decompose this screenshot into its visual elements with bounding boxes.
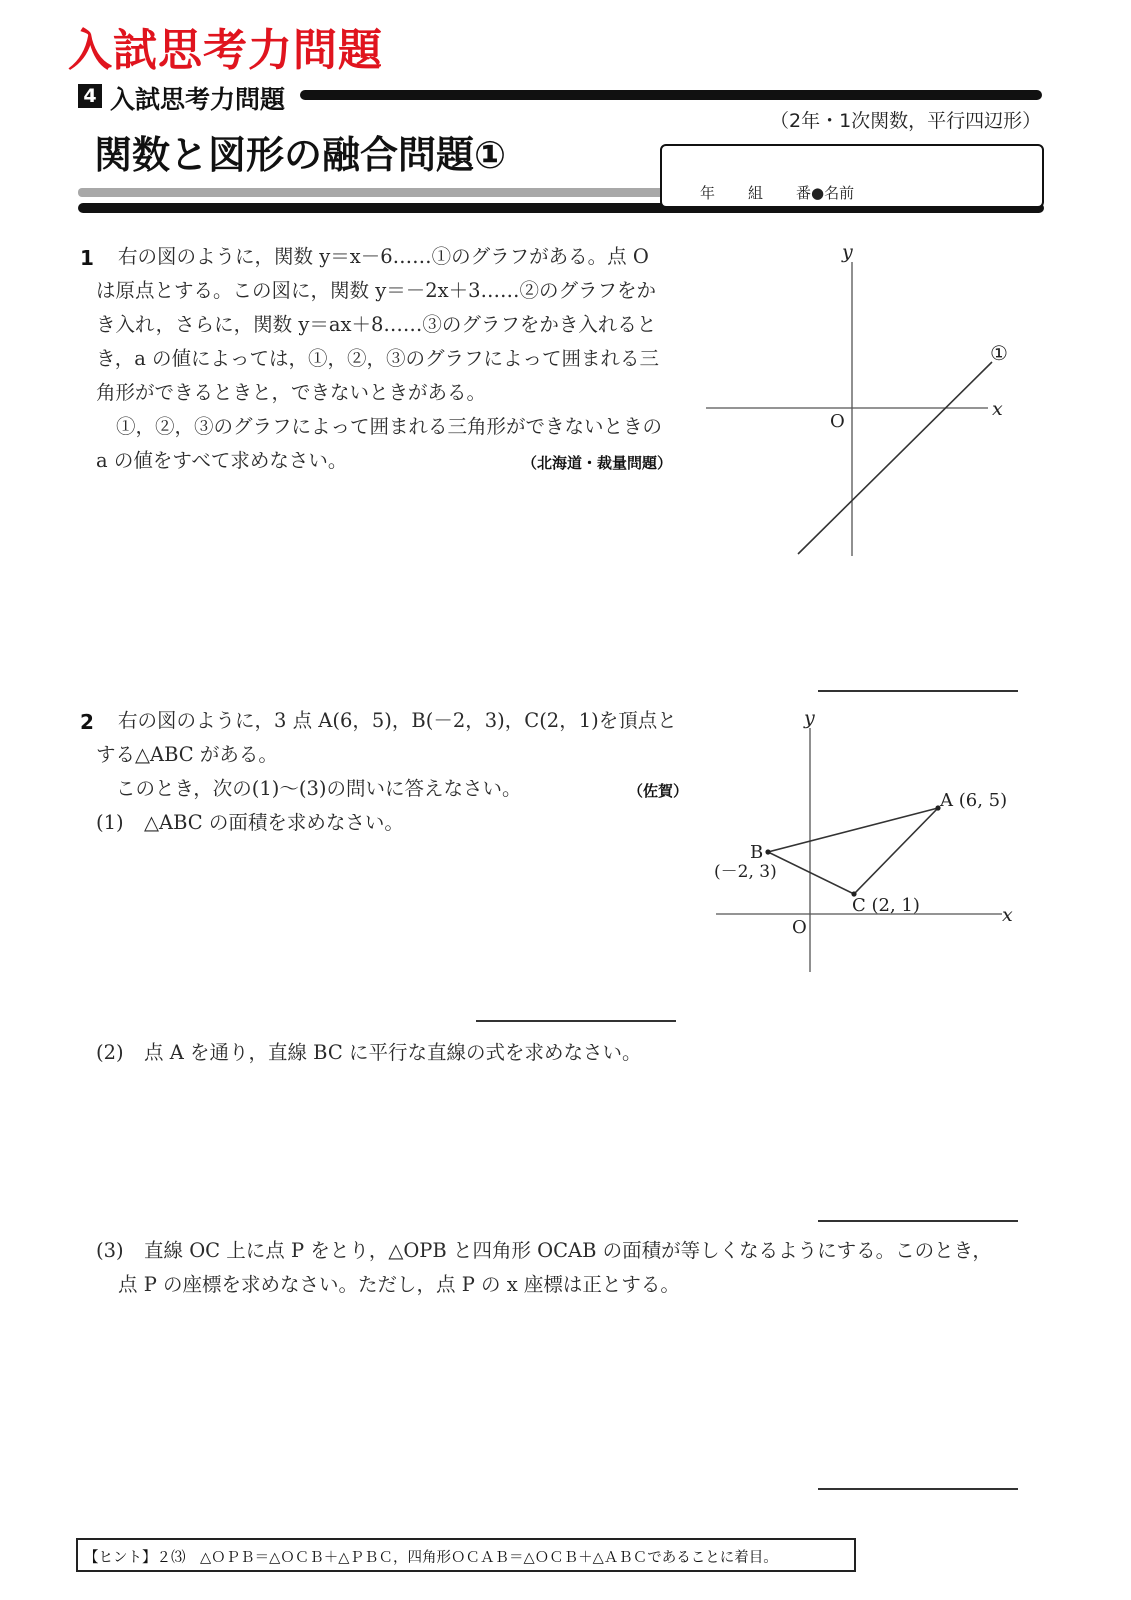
- q2-sub2-text: 点 A を通り，直線 BC に平行な直線の式を求めなさい。: [144, 1041, 642, 1064]
- q1-line-4: き，a の値によっては，①，②，③のグラフによって囲まれる三: [96, 347, 660, 370]
- q2-line-1: 右の図のように，3 点 A(6，5)，B(－2，3)，C(2，1)を頂点と: [118, 709, 677, 732]
- q1-line-3: き入れ，さらに，関数 y＝ax＋8……③のグラフをかき入れると: [96, 313, 657, 336]
- section-rule: [300, 90, 1042, 100]
- q2-line-2: する△ABC がある。: [96, 743, 278, 766]
- section-title: 入試思考力問題: [110, 85, 286, 114]
- name-box-number-name: 番●名前: [796, 184, 855, 202]
- q2-sub2-label: (2): [96, 1041, 124, 1064]
- q1-graph: [700, 238, 1030, 568]
- q2-triangle-abc: [768, 808, 938, 894]
- main-title: 関数と図形の融合問題①: [94, 133, 507, 177]
- q1-line-1: 右の図のように，関数 y＝x－6……①のグラフがある。点 O: [118, 245, 649, 268]
- q2-x-label: x: [1002, 904, 1013, 926]
- q2-number: 2: [80, 710, 94, 734]
- q2-sub3-line-2: 点 P の座標を求めなさい。ただし，点 P の x 座標は正とする。: [118, 1273, 680, 1296]
- q2-a-label: A (6, 5): [940, 790, 1008, 811]
- q1-line-2: は原点とする。この図に，関数 y＝－2x＋3……②のグラフをか: [96, 279, 657, 302]
- category-title: 入試思考力問題: [68, 25, 383, 76]
- q2-1-answer-line: [476, 1020, 676, 1022]
- q2-sub1-label: (1): [96, 811, 124, 834]
- q2-origin-label: O: [792, 917, 807, 938]
- q2-2-answer-line: [818, 1220, 1018, 1222]
- q2-b-coord: (－2, 3): [714, 862, 777, 882]
- q2-sub3-label: (3): [96, 1239, 124, 1262]
- q1-line-1-graph: [798, 362, 992, 554]
- q1-source: （北海道・裁量問題）: [522, 454, 673, 472]
- grade-note: （2年・1次関数，平行四辺形）: [770, 110, 1042, 132]
- q1-y-label: y: [842, 241, 853, 263]
- name-box-year: 年: [700, 184, 716, 202]
- hint-box: [76, 1538, 856, 1572]
- q1-x-label: x: [992, 398, 1003, 420]
- q1-line-7: a の値をすべて求めなさい。: [96, 449, 348, 472]
- q1-line-5: 角形ができるときと，できないときがある。: [96, 381, 487, 404]
- title-underline-grey: [78, 188, 668, 197]
- q2-b-label: B: [750, 842, 764, 863]
- name-box-class: 組: [748, 184, 764, 202]
- q1-line-6: ①，②，③のグラフによって囲まれる三角形ができないときの: [116, 415, 663, 438]
- q2-c-label: C (2, 1): [852, 895, 920, 916]
- q2-y-label: y: [804, 707, 815, 729]
- q2-source: （佐賀）: [628, 782, 689, 800]
- q2-sub1-text: △ABC の面積を求めなさい。: [144, 811, 404, 834]
- q1-line-label: ①: [990, 341, 1008, 365]
- q1-origin-label: O: [830, 411, 845, 432]
- q2-sub3-line-1: 直線 OC 上に点 P をとり，△OPB と四角形 OCAB の面積が等しくなるようにする。このとき，: [144, 1239, 992, 1262]
- section-number: 4: [78, 84, 102, 108]
- q2-3-answer-line: [818, 1488, 1018, 1490]
- q2-line-3: このとき，次の(1)～(3)の問いに答えなさい。: [116, 777, 522, 800]
- q2-graph: [706, 700, 1031, 980]
- q1-answer-line: [818, 690, 1018, 692]
- name-box: [660, 144, 1044, 208]
- hint-text: 【ヒント】２⑶ △ＯＰＢ＝△ＯＣＢ＋△ＰＢＣ，四角形ＯＣＡＢ＝△ＯＣＢ＋△ＡＢＣであることに着目。: [84, 1550, 778, 1566]
- q2-point-b: [765, 849, 770, 854]
- q1-number: 1: [80, 246, 94, 270]
